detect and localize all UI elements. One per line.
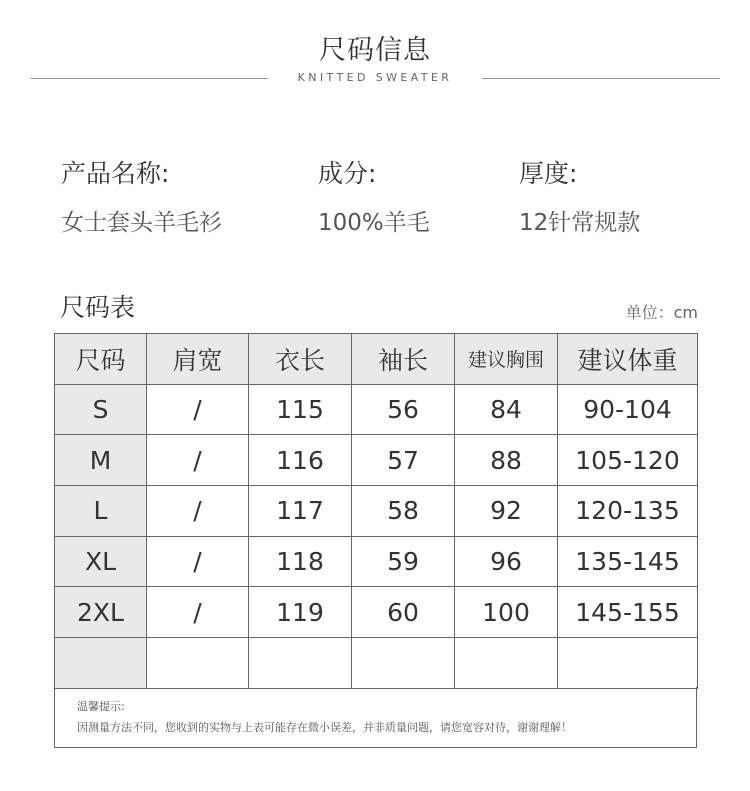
composition-label: 成分: bbox=[318, 159, 377, 188]
shoulder-cell: / bbox=[147, 536, 249, 587]
sleeve-cell: 56 bbox=[352, 384, 455, 435]
header-length: 衣长 bbox=[249, 334, 352, 385]
header-shoulder: 肩宽 bbox=[147, 334, 249, 385]
header-weight: 建议体重 bbox=[558, 334, 698, 385]
size-cell: M bbox=[55, 435, 147, 486]
table-row bbox=[55, 435, 698, 486]
thickness-value: 12针常规款 bbox=[519, 210, 641, 236]
empty-cell bbox=[558, 638, 698, 689]
page-title: 尺码信息 bbox=[319, 35, 431, 66]
size-table-unit: 单位：cm bbox=[625, 303, 698, 322]
table-row bbox=[55, 486, 698, 537]
shoulder-cell: / bbox=[147, 435, 249, 486]
header-bust: 建议胸围 bbox=[455, 334, 558, 385]
weight-cell: 105-120 bbox=[558, 435, 698, 486]
empty-cell bbox=[55, 638, 147, 689]
bust-cell: 96 bbox=[455, 536, 558, 587]
sleeve-cell: 60 bbox=[352, 587, 455, 638]
note-text: 因测量方法不同，您收到的实物与上表可能存在微小误差，并非质量问题，请您宽容对待，谢谢理解！ bbox=[77, 721, 572, 734]
note-box bbox=[54, 687, 697, 748]
size-cell: 2XL bbox=[55, 587, 147, 638]
product-name-info bbox=[61, 154, 222, 237]
header-size: 尺码 bbox=[55, 334, 147, 385]
sleeve-cell: 58 bbox=[352, 486, 455, 537]
empty-cell bbox=[147, 638, 249, 689]
empty-cell bbox=[352, 638, 455, 689]
weight-cell: 90-104 bbox=[558, 384, 698, 435]
table-row bbox=[55, 384, 698, 435]
product-name-value: 女士套头羊毛衫 bbox=[61, 210, 222, 236]
length-cell: 118 bbox=[249, 536, 352, 587]
weight-cell: 120-135 bbox=[558, 486, 698, 537]
size-table bbox=[54, 333, 698, 689]
length-cell: 119 bbox=[249, 587, 352, 638]
shoulder-cell: / bbox=[147, 587, 249, 638]
composition-value: 100%羊毛 bbox=[318, 210, 430, 236]
thickness-label: 厚度: bbox=[519, 159, 578, 188]
header-sleeve: 袖长 bbox=[352, 334, 455, 385]
length-cell: 115 bbox=[249, 384, 352, 435]
table-row bbox=[55, 536, 698, 587]
weight-cell: 135-145 bbox=[558, 536, 698, 587]
empty-cell bbox=[249, 638, 352, 689]
product-name-label: 产品名称: bbox=[61, 159, 170, 188]
size-table-title: 尺码表 bbox=[60, 293, 136, 322]
size-cell: S bbox=[55, 384, 147, 435]
shoulder-cell: / bbox=[147, 486, 249, 537]
table-header-row bbox=[55, 334, 698, 385]
sleeve-cell: 59 bbox=[352, 536, 455, 587]
length-cell: 116 bbox=[249, 435, 352, 486]
weight-cell: 145-155 bbox=[558, 587, 698, 638]
length-cell: 117 bbox=[249, 486, 352, 537]
bust-cell: 84 bbox=[455, 384, 558, 435]
table-row-empty bbox=[55, 638, 698, 689]
shoulder-cell: / bbox=[147, 384, 249, 435]
table-row bbox=[55, 587, 698, 638]
size-cell: L bbox=[55, 486, 147, 537]
composition-info bbox=[318, 154, 430, 237]
title-divider-right bbox=[482, 78, 720, 79]
bust-cell: 88 bbox=[455, 435, 558, 486]
page-subtitle: KNITTED SWEATER bbox=[297, 71, 453, 84]
sleeve-cell: 57 bbox=[352, 435, 455, 486]
title-divider-left bbox=[30, 78, 268, 79]
empty-cell bbox=[455, 638, 558, 689]
note-heading: 温馨提示: bbox=[77, 700, 125, 713]
thickness-info bbox=[519, 154, 640, 237]
size-cell: XL bbox=[55, 536, 147, 587]
bust-cell: 100 bbox=[455, 587, 558, 638]
bust-cell: 92 bbox=[455, 486, 558, 537]
